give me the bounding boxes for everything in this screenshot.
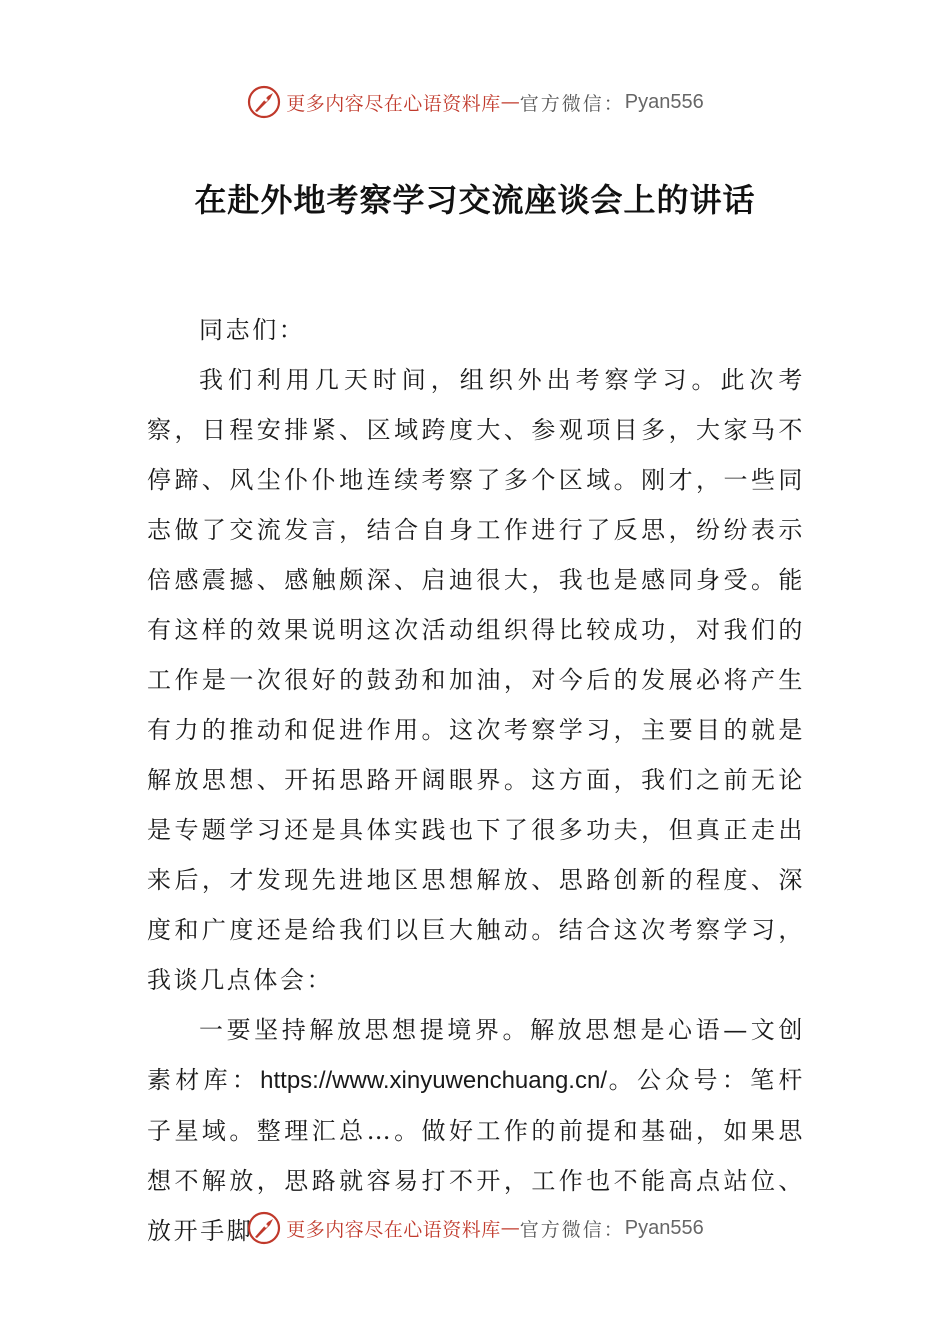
paragraph-intro: 我们利用几天时间，组织外出考察学习。此次考察，日程安排紧、区域跨度大、参观项目多，大家马不停蹄、风尘仆仆地连续考察了多个区域。刚才，一些同志做了交流发言，结合自身工作进行了反思，纷纷表示倍感震撼、感触颇深、启迪很大，我也是感同身受。能有这样的效果说明这次活动组织得比较成功，对我们的工作是一次很好的鼓劲和加油，对今后的发展必将产生有力的推动和促进作用。这次考察学习，主要目的就是解放思想、开拓思路开阔眼界。这方面，我们之前无论是专题学习还是具体实践也下了很多功夫，但真正走出来后，才发现先进地区思想解放、思路创新的程度、深度和广度还是给我们以巨大触动。结合这次考察学习，我谈几点体会： <box>147 366 805 994</box>
footer-brand: 更多内容尽在心语资料库 <box>286 1218 501 1241</box>
footer-account: Pyan556 <box>624 1216 704 1239</box>
footer-separator: — <box>500 1217 520 1239</box>
document-title: 在赴外地考察学习交流座谈会上的讲话 <box>194 181 756 219</box>
salutation: 同志们： <box>199 316 306 344</box>
pen-nib-logo-icon <box>246 84 282 120</box>
website-link[interactable]: https://www.xinyuwenchuang.cn/ <box>260 1067 607 1094</box>
pen-nib-logo-icon <box>246 1210 282 1246</box>
banner-brand: 更多内容尽在心语资料库 <box>286 92 501 115</box>
footer-official-label: 官方微信： <box>519 1218 625 1241</box>
footer-banner <box>0 1208 950 1248</box>
document-body <box>147 305 805 1256</box>
paragraph-point-one-text-b: 。公众号：笔杆子星域。整理汇总…。做好工作的前提和基础，如果思想不解放，思路就容易打不开，工作也不能高点站位、放开手脚 <box>147 1066 805 1245</box>
header-banner <box>0 82 950 122</box>
banner-account: Pyan556 <box>624 90 704 113</box>
paragraph-point-one-text-a: 一要坚持解放思想提境界。解放思想是心语—文创素材库： <box>147 1016 805 1094</box>
banner-official-label: 官方微信： <box>519 92 625 115</box>
banner-separator: — <box>500 91 520 113</box>
